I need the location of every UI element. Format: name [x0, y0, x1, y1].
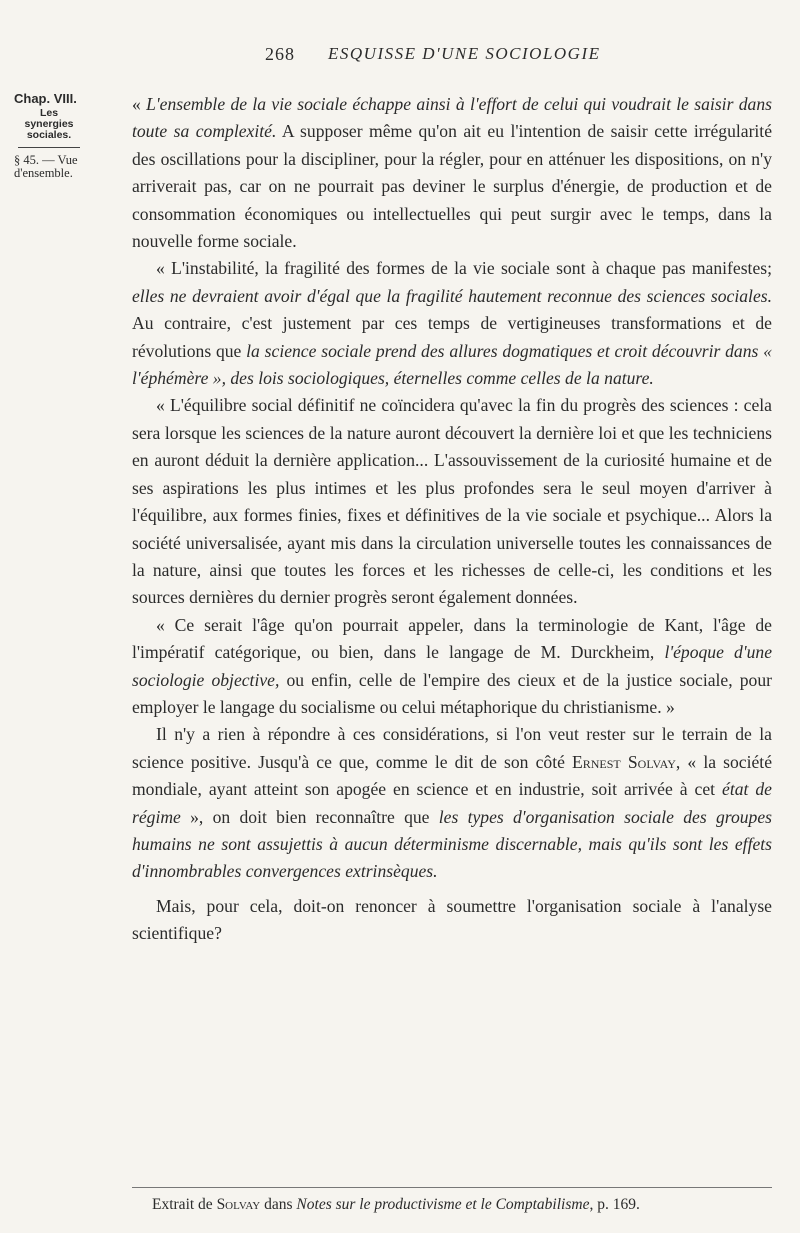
chapter-subtitle: Les synergies sociales.: [24, 106, 74, 141]
text-span: A supposer même qu'on ait eu l'intention de saisir cette irrégularité des oscillations pour la discipliner, pour la régler, pour en atténuer les dispositions, on n'y arriverait pas, car on ne pourrait pas deviner le surplus d'énergie, de production et de consommation économiques ou intellectuelles qui peut surgir avec le temps, dans la nouvelle forme sociale.: [132, 121, 773, 252]
text-span: « Ce serait l'âge qu'on pourrait appeler, dans la terminologie de Kant, l'âge de l'impératif catégorique, ou bien, dans le langage de M. Durckheim,: [132, 614, 772, 663]
text-span: Il n'y a rien à répondre à ces considérations, si l'on veut rester sur le terrain de la science positive. Jusqu'à ce que, comme le dit de son côté: [132, 724, 772, 772]
text-span: , p. 169.: [589, 1196, 640, 1213]
text-span: Extrait de: [152, 1196, 217, 1213]
text-span: dans: [260, 1196, 297, 1213]
italic-span: l'époque d'une sociologie objective,: [132, 642, 773, 690]
body-text: [132, 91, 772, 948]
section-label: § 45. — Vue d'ensemble.: [14, 152, 78, 180]
italic-span: état de régime: [132, 779, 772, 827]
paragraph-6: Mais, pour cela, doit-on renoncer à soumettre l'organisation sociale à l'analyse scientifique?: [132, 895, 772, 944]
margin-divider: [18, 147, 80, 148]
footnote-divider: [132, 1187, 772, 1188]
footnote: [152, 1196, 772, 1214]
margin-notes: [14, 92, 104, 180]
author-name: Solvay: [216, 1196, 261, 1213]
text-span: », on doit bien reconnaître que: [180, 806, 439, 827]
paragraph-5: [132, 721, 772, 885]
italic-span: les types d'organisation sociale des groupes humains ne sont assujettis à aucun déterminisme discernable, mais qu'ils sont les effets d'innombrables convergences extrinsèques.: [132, 806, 772, 882]
chapter-label: Chap. VIII.: [14, 91, 77, 106]
paragraph-4: [132, 612, 772, 722]
italic-span: la science sociale prend des allures dogmatiques et croit découvrir dans « l'éphémère », des lois sociologiques, éternelles comme celles de la nature.: [132, 340, 772, 389]
paragraph-2: [132, 255, 772, 392]
text-span: Au contraire, c'est justement par ces temps de vertigineuses transformations et de révolutions que: [132, 313, 772, 361]
text-span: , « la société mondiale, ayant atteint son apogée en science et en industrie, soit arrivée à cet: [132, 751, 773, 800]
running-header: [0, 44, 800, 68]
paragraph-1: [132, 91, 772, 255]
page-number: 268: [265, 44, 295, 64]
quote-mark: «: [132, 94, 147, 114]
italic-span: L'ensemble de la vie sociale échappe ainsi à l'effort de celui qui voudrait le saisir dans toute sa complexité.: [132, 94, 772, 142]
text-span: ou enfin, celle de l'empire des cieux et de la justice sociale, pour employer le langage du socialisme ou celui métaphorique du christianisme. »: [132, 669, 773, 717]
author-name: Ernest Solvay: [572, 751, 676, 772]
italic-span: elles ne devraient avoir d'égal que la fragilité hautement reconnue des sciences sociales.: [132, 285, 772, 306]
source-title: Notes sur le productivisme et le Comptabilisme: [296, 1196, 590, 1213]
running-title: ESQUISSE D'UNE SOCIOLOGIE: [328, 44, 601, 63]
paragraph-3: « L'équilibre social définitif ne coïncidera qu'avec la fin du progrès des sciences : cela sera lorsque les sciences de la nature auront découvert la dernière loi et que les techniciens en auront déduit la dernière application... L'assouvissement de la curiosité humaine et de ses aspirations les plus intimes et les plus profondes sera le seul moyen d'arriver à l'équilibre, aux formes finies, fixes et définitives de la vie sociale et psychique... Alors la société universalisée, ayant mis dans la circulation universelle toutes les connaissances de la nature, ainsi que toutes les forces et les richesses de celle-ci, les conditions et les sources dernières du dernier progrès seront également données.: [132, 395, 772, 608]
text-span: « L'instabilité, la fragilité des formes de la vie sociale sont à chaque pas manifestes;: [156, 258, 772, 279]
